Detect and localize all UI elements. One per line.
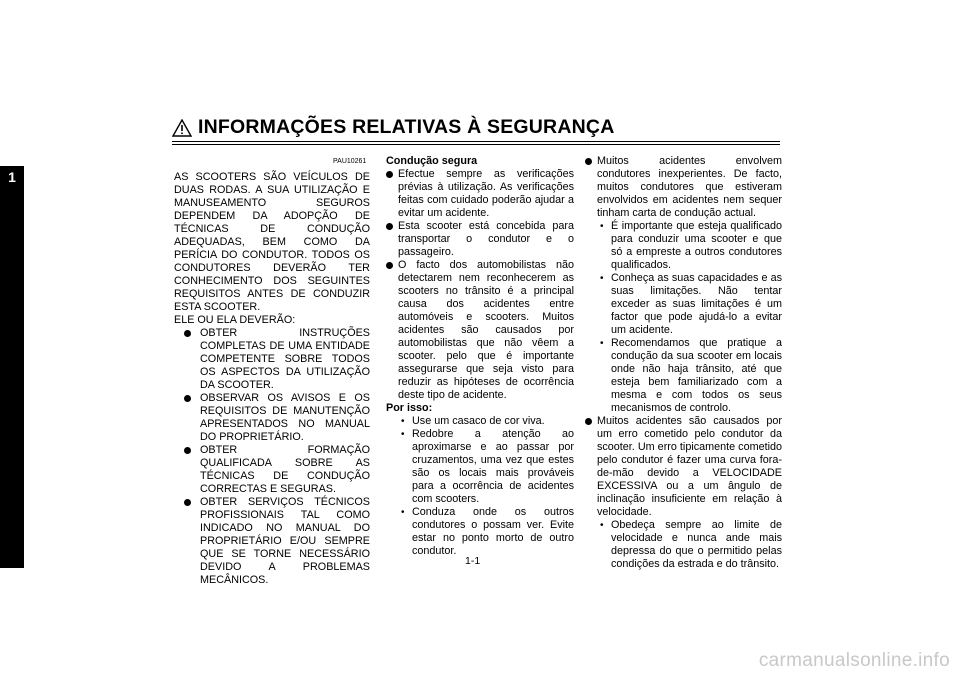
bullet-icon <box>386 171 393 178</box>
chapter-strip <box>0 188 24 568</box>
column-left <box>174 171 370 587</box>
sub-list-item <box>597 519 782 571</box>
list-item <box>174 327 370 392</box>
bullet-icon <box>386 262 393 269</box>
page-number: 1-1 <box>465 555 481 567</box>
list-item-text: Esta scooter está concebida para transportar o condutor e o passageiro. <box>398 220 574 258</box>
list-item-text: OBTER INSTRUÇÕES COMPLETAS DE UMA ENTIDADE COMPETENTE SOBRE TODOS OS ASPECTOS DA UTILIZAÇÃO DA SCOOTER. <box>200 327 370 391</box>
sub-list <box>585 220 782 415</box>
sub-list-item <box>597 220 782 272</box>
bullet-icon <box>184 395 191 402</box>
small-bullet-icon: • <box>401 429 405 440</box>
intro-paragraph: AS SCOOTERS SÃO VEÍCULOS DE DUAS RODAS. A SUA UTILIZAÇÃO E MANUSEAMENTO SEGUROS DEPENDEM DA ADOPÇÃO DE TÉCNICAS DE CONDUÇÃO ADEQUADAS, BEM COMO DA PERÍCIA DO CONDUTOR. TODOS OS CONDUTORES DEVERÃO TER CONHECIMENTO DOS SEGUINTES REQUISITOS ANTES DE CONDUZIR ESTA SCOOTER. <box>174 171 370 313</box>
small-bullet-icon: • <box>600 338 604 349</box>
requirements-list <box>174 327 370 587</box>
list-item <box>386 168 574 220</box>
list-item <box>174 444 370 496</box>
list-item <box>174 496 370 587</box>
list-item <box>386 259 574 402</box>
header-rule-secondary <box>172 144 780 145</box>
sub-list-item <box>597 272 782 337</box>
sub-item-text: Redobre a atenção ao aproximarse e ao passar por cruzamentos, uma vez que estes são os locais mais prováveis para a ocorrência de acidentes com scooters. <box>412 428 574 505</box>
lead-text: ELE OU ELA DEVERÃO: <box>174 314 296 326</box>
sub-list <box>386 415 574 558</box>
sub-item-text: Conheça as suas capacidades e as suas limitações. Não tentar exceder as suas limitações é um factor que pode ajudá-lo a evitar um acidente. <box>611 272 782 336</box>
chapter-number: 1 <box>8 169 16 185</box>
sub-heading: Por isso: <box>386 402 433 414</box>
list-item-text: Muitos acidentes são causados por um erro cometido pelo condutor da scooter. Um erro tipicamente cometido pelo condutor é fazer uma curva fora-de-mão devido a VELOCIDADE EXCESSIVA ou a um ângulo de inclinação insuficiente em relação à velocidade. <box>597 415 782 518</box>
list-item-text: OBSERVAR OS AVISOS E OS REQUISITOS DE MANUTENÇÃO APRESENTADOS NO MANUAL DO PROPRIETÁRIO. <box>200 392 370 443</box>
small-bullet-icon: • <box>600 221 604 232</box>
sub-list-item <box>398 506 574 558</box>
list-item-text: Muitos acidentes envolvem condutores inexperientes. De facto, muitos condutores que estiveram envolvidos em acidentes nem sequer tinham carta de condução actual. <box>597 155 782 219</box>
chapter-tab <box>0 166 24 188</box>
page-header <box>172 116 780 139</box>
bullet-icon <box>386 223 393 230</box>
sub-item-text: Recomendamos que pratique a condução da sua scooter em locais onde não haja trânsito, até que esteja bem familiarizado com a mesma e com todos os seus mecanismos de controlo. <box>611 337 782 414</box>
sub-list-item <box>398 415 574 428</box>
list-item-text: OBTER FORMAÇÃO QUALIFICADA SOBRE AS TÉCNICAS DE CONDUÇÃO CORRECTAS E SEGURAS. <box>200 444 370 495</box>
sub-item-text: É importante que esteja qualificado para conduzir uma scooter e que só a empreste a outros condutores qualificados. <box>611 220 782 271</box>
list-item-text: Efectue sempre as verificações prévias à utilização. As verificações feitas com cuidado poderão ajudar a evitar um acidente. <box>398 168 574 219</box>
sub-list-item <box>597 337 782 415</box>
bullet-icon <box>184 447 191 454</box>
sub-item-text: Use um casaco de cor viva. <box>412 415 545 427</box>
page-title: INFORMAÇÕES RELATIVAS À SEGURANÇA <box>198 116 615 138</box>
small-bullet-icon: • <box>600 273 604 284</box>
small-bullet-icon: • <box>401 416 405 427</box>
sub-item-text: Obedeça sempre ao limite de velocidade e nunca ande mais depressa do que o permitido pelas condições da estrada e do trânsito. <box>611 519 782 570</box>
list-item <box>174 392 370 444</box>
column-right <box>585 155 782 571</box>
bullet-icon <box>585 418 592 425</box>
accident-list <box>585 155 782 220</box>
accident-list <box>585 415 782 519</box>
column-middle <box>386 155 574 558</box>
list-item <box>386 220 574 259</box>
bullet-icon <box>184 330 191 337</box>
bullet-icon <box>585 158 592 165</box>
list-item <box>585 155 782 220</box>
sub-list <box>585 519 782 571</box>
safety-list <box>386 168 574 402</box>
small-bullet-icon: • <box>600 520 604 531</box>
watermark: carmanualsonline.info <box>758 650 950 671</box>
sub-list-item <box>398 428 574 506</box>
list-item-text: OBTER SERVIÇOS TÉCNICOS PROFISSIONAIS TAL COMO INDICADO NO MANUAL DO PROPRIETÁRIO E/OU SEMPRE QUE SE TORNE NECESSÁRIO DEVIDO A PROBLEMAS MECÂNICOS. <box>200 496 370 586</box>
warning-triangle-icon <box>172 119 192 137</box>
bullet-icon <box>184 499 191 506</box>
small-bullet-icon: • <box>401 507 405 518</box>
list-item-text: O facto dos automobilistas não detectarem nem reconhecerem as scooters no trânsito é a principal causa dos acidentes entre automóveis e scooters. Muitos acidentes são causados por automobilistas que não vêem a scooter. pelo que é importante assegurarse que seja visto para reduzir as hipóteses de ocorrência deste tipo de acidente. <box>398 259 574 401</box>
section-heading: Condução segura <box>386 155 478 167</box>
sub-item-text: Conduza onde os outros condutores o possam ver. Evite estar no ponto morto de outro condutor. <box>412 506 574 557</box>
list-item <box>585 415 782 519</box>
header-rule <box>172 141 780 142</box>
section-code: PAU10261 <box>333 158 367 165</box>
